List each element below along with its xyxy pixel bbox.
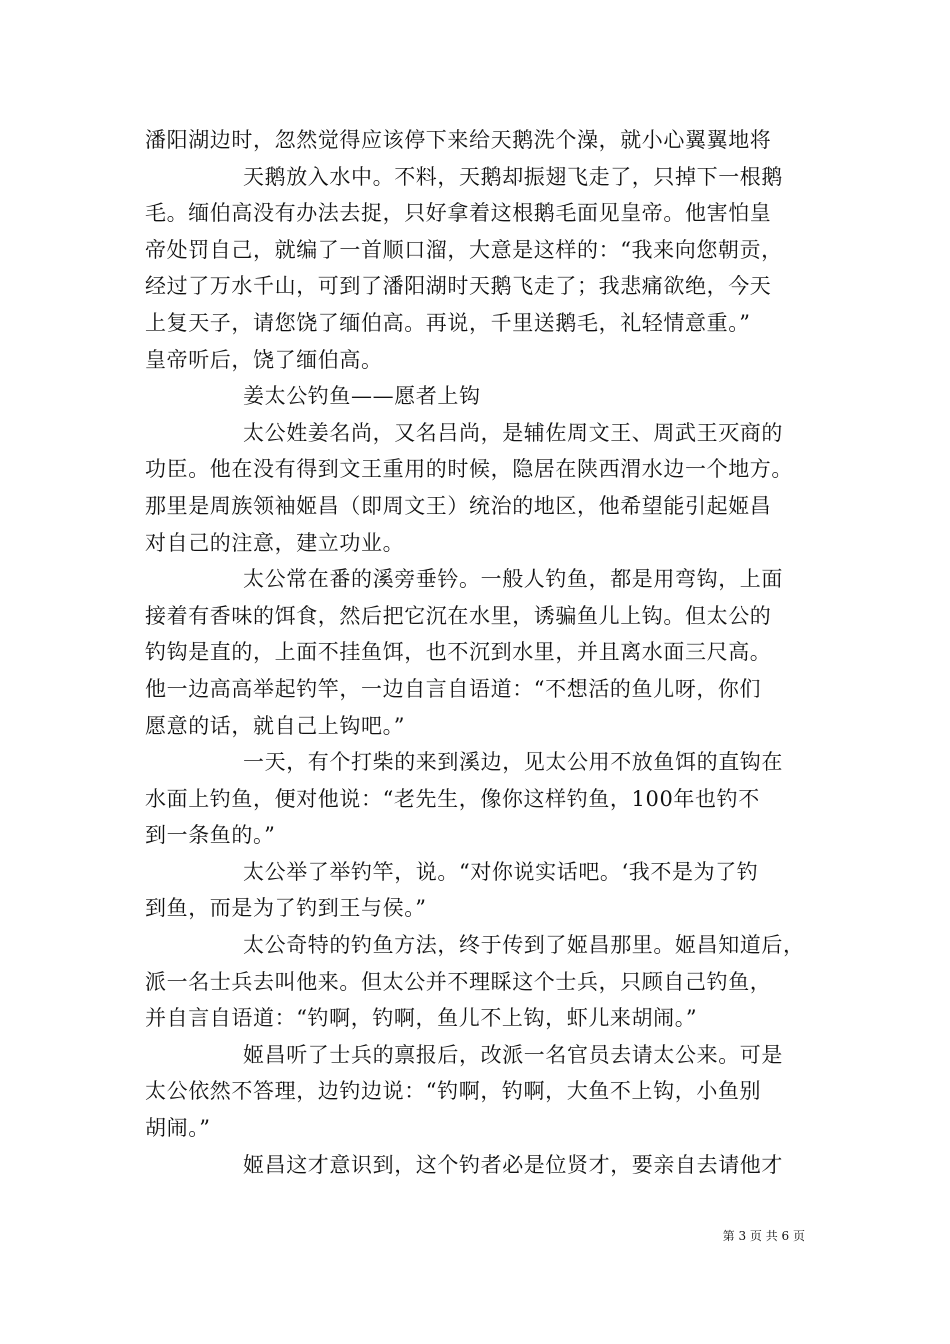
- text-line: 姬昌听了士兵的禀报后，改派一名官员去请太公来。可是: [243, 1042, 783, 1067]
- text-line: 帝处罚自己，就编了一首顺口溜，大意是这样的：“我来向您朝贡，: [145, 237, 783, 262]
- text-line: 太公常在番的溪旁垂钤。一般人钓鱼，都是用弯钩，上面: [243, 567, 783, 592]
- text-line: 一天，有个打柴的来到溪边，见太公用不放鱼饵的直钩在: [243, 750, 783, 775]
- text-line: 姜太公钓鱼——愿者上钩: [243, 384, 481, 409]
- text-line: 并自言自语道：“钓啊，钓啊，鱼儿不上钩，虾儿来胡闹。”: [145, 1006, 698, 1031]
- text-line: 太公依然不答理，边钓边说：“钓啊，钓啊，大鱼不上钩，小鱼别: [145, 1079, 762, 1104]
- text-line: 太公姓姜名尚，又名吕尚，是辅佐周文王、周武王灭商的: [243, 420, 783, 445]
- text-line: 皇帝听后，饶了缅伯高。: [145, 347, 383, 372]
- page-number-footer: 第 3 页 共 6 页: [722, 1229, 805, 1243]
- text-line: 愿意的话，就自己上钩吧。”: [145, 713, 406, 738]
- text-line: 功臣。他在没有得到文王重用的时候，隐居在陕西渭水边一个地方。: [145, 457, 793, 482]
- text-line: 派一名士兵去叫他来。但太公并不理睬这个士兵，只顾自己钓鱼，: [145, 969, 772, 994]
- text-line: 毛。缅伯高没有办法去捉，只好拿着这根鹅毛面见皇帝。他害怕皇: [145, 201, 772, 226]
- text-line: 他一边高高举起钓竿，一边自言自语道：“不想活的鱼儿呀，你们: [145, 676, 762, 701]
- text-line: 太公举了举钓竿，说。“对你说实话吧。‘我不是为了钓: [243, 859, 759, 884]
- text-line: 胡闹。”: [145, 1116, 211, 1141]
- text-line: 太公奇特的钓鱼方法，终于传到了姬昌那里。姬昌知道后，: [243, 933, 805, 958]
- text-line: 水面上钓鱼，便对他说：“老先生，像你这样钓鱼，100年也钓不: [145, 786, 760, 811]
- text-line: 上复天子，请您饶了缅伯高。再说，千里送鹅毛，礼轻情意重。”: [145, 310, 751, 335]
- text-line: 那里是周族领袖姬昌（即周文王）统治的地区，他希望能引起姬昌: [145, 493, 772, 518]
- text-line: 到鱼，而是为了钓到王与侯。”: [145, 896, 427, 921]
- body-text: [145, 122, 815, 1183]
- text-line: 对自己的注意，建立功业。: [145, 530, 405, 555]
- text-line: 接着有香味的饵食，然后把它沉在水里，诱骗鱼儿上钩。但太公的: [145, 603, 772, 628]
- text-line: 姬昌这才意识到，这个钓者必是位贤才，要亲自去请他才: [243, 1152, 783, 1177]
- text-line: 经过了万水千山，可到了潘阳湖时天鹅飞走了；我悲痛欲绝，今天: [145, 274, 772, 299]
- text-line: 到一条鱼的。”: [145, 823, 276, 848]
- text-line: 潘阳湖边时，忽然觉得应该停下来给天鹅洗个澡，就小心翼翼地将: [145, 128, 772, 152]
- text-line: 天鹅放入水中。不料，天鹅却振翅飞走了，只掉下一根鹅: [243, 164, 783, 189]
- text-line: 钓钩是直的，上面不挂鱼饵，也不沉到水里，并且离水面三尺高。: [145, 640, 772, 665]
